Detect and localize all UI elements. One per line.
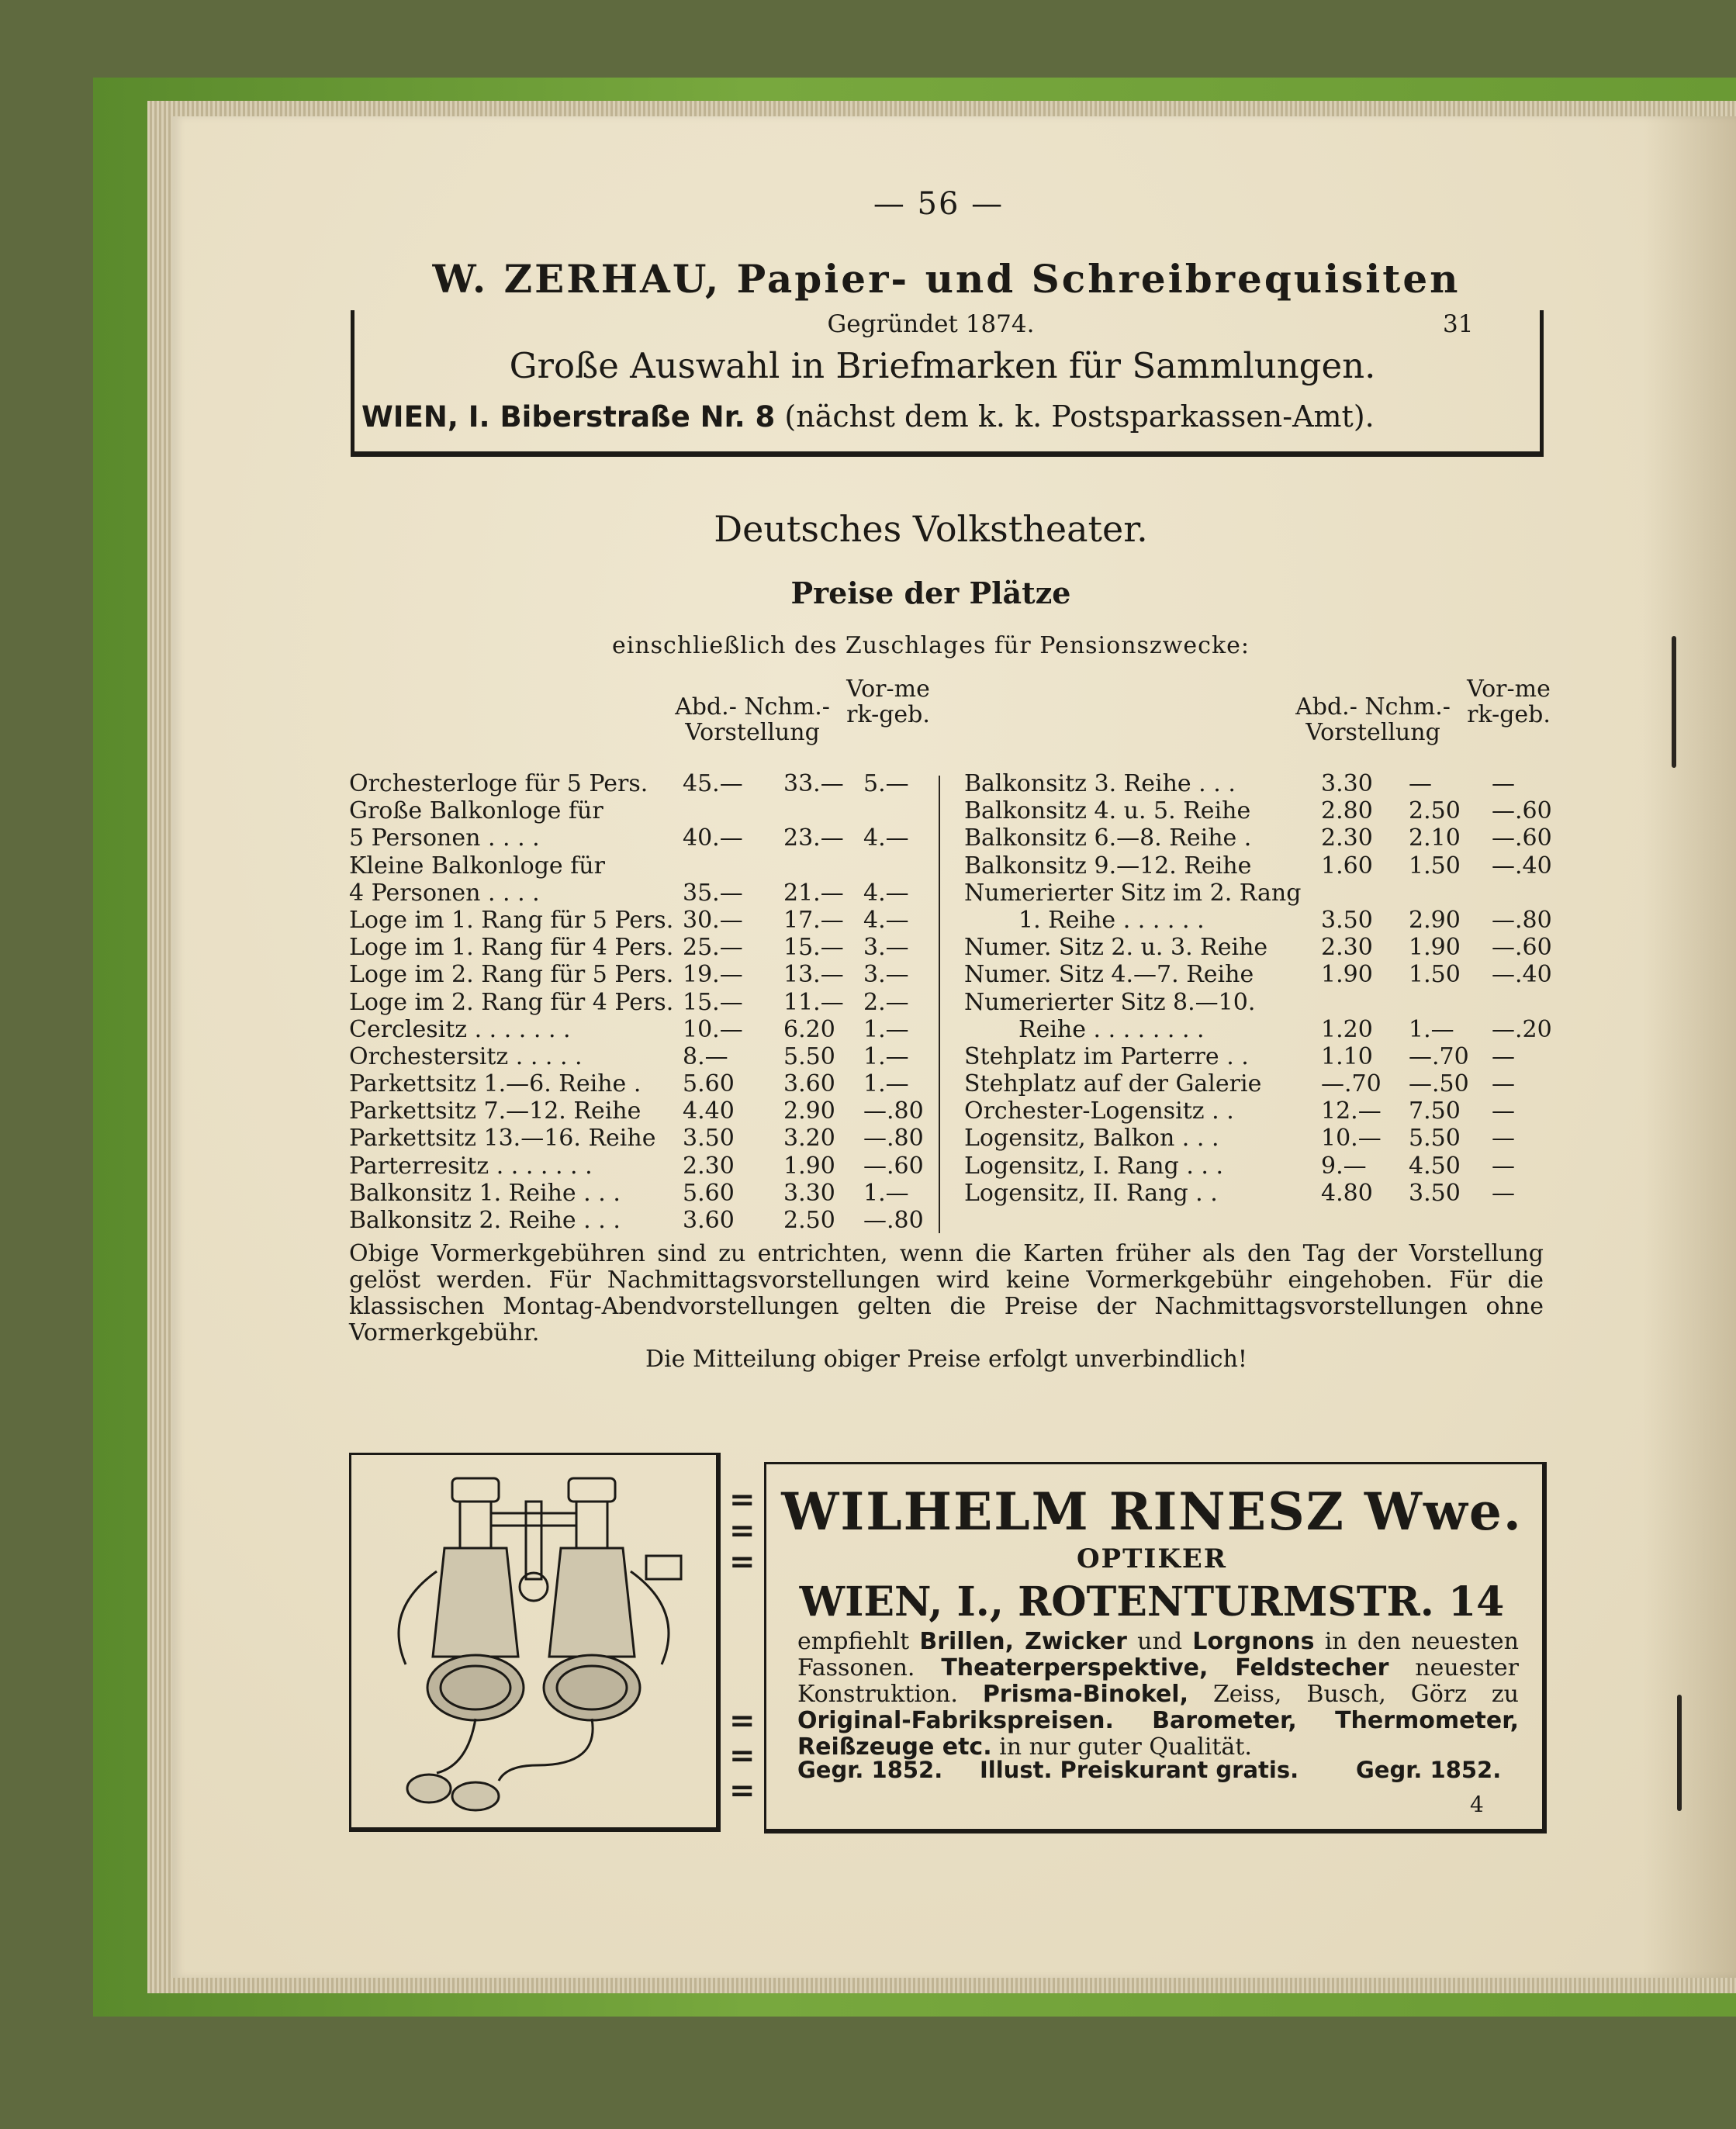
- price-row: [964, 770, 1546, 797]
- price-cell-abd: 1.20: [1321, 1015, 1373, 1043]
- price-cell-label: Parkettsitz 13.—16. Reihe: [349, 1125, 656, 1153]
- price-cell-nchm: 15.—: [783, 934, 844, 962]
- price-cell-abd: 1.10: [1321, 1042, 1373, 1070]
- right-header-vormerk: Vor-merk-geb.: [1467, 676, 1551, 728]
- prices-footnote: Obige Vormerkgebühren sind zu entrichten, wenn die Karten früher als den Tag der Vorstellung gelöst werden. Für Nachmittagsvorstellungen wird keine Vormerkgebühr eingehoben. Für die klassischen Montag-Abendvorstellungen gelten die Preise der Nachmittagsvorstellungen ohne Vormerkgebühr.: [349, 1240, 1544, 1346]
- price-cell-abd: 2.30: [1321, 824, 1373, 852]
- price-row: [964, 961, 1552, 989]
- price-cell-nchm: —.70: [1409, 1042, 1469, 1070]
- price-row: [964, 1153, 1546, 1180]
- price-cell-nchm: 1.50: [1409, 852, 1461, 880]
- price-row: [349, 1097, 923, 1125]
- price-cell-label: Reihe . . . . . . . .: [1018, 1015, 1205, 1043]
- price-row: [349, 934, 923, 961]
- price-cell-label: Logensitz, I. Rang . . .: [964, 1152, 1224, 1180]
- price-cell-vor: 1.—: [863, 1179, 909, 1207]
- price-cell-nchm: 2.90: [783, 1097, 835, 1125]
- rinesz-text-1: empfiehlt: [797, 1628, 910, 1655]
- price-cell-label: 5 Personen . . . .: [349, 824, 540, 852]
- price-cell-abd: 9.—: [1321, 1152, 1367, 1180]
- price-cell-vor: —.80: [863, 1125, 924, 1153]
- price-cell-vor: —.80: [863, 1097, 924, 1125]
- price-cell-abd: 2.30: [683, 1152, 735, 1180]
- price-cell-label: Balkonsitz 1. Reihe . . .: [349, 1179, 621, 1207]
- price-cell-nchm: 3.20: [783, 1125, 835, 1153]
- rinesz-bold-2: Lorgnons: [1192, 1628, 1315, 1655]
- price-cell-abd: 2.80: [1321, 797, 1373, 825]
- price-row: [964, 989, 1546, 1016]
- price-cell-abd: 2.30: [1321, 934, 1373, 962]
- price-cell-vor: 1.—: [863, 1070, 909, 1098]
- ornament-upper-1: =: [729, 1481, 756, 1518]
- ornament-upper-3: =: [729, 1543, 756, 1580]
- price-cell-label: Stehplatz im Parterre . .: [964, 1042, 1249, 1070]
- price-row: [964, 880, 1546, 907]
- price-cell-label: Loge im 2. Rang für 5 Pers.: [349, 961, 674, 989]
- price-row: [349, 880, 923, 907]
- price-table-right: [964, 770, 1552, 1207]
- price-row: [349, 1180, 923, 1207]
- rinesz-bold-5: Original-Fabrikspreisen. Barometer, Thermometer, Reißzeuge etc.: [797, 1707, 1519, 1761]
- price-row: [349, 797, 923, 824]
- price-cell-label: Große Balkonloge für: [349, 797, 603, 825]
- price-cell-label: Numerierter Sitz 8.—10.: [964, 988, 1256, 1016]
- price-cell-nchm: 13.—: [783, 961, 844, 989]
- price-cell-vor: —: [1492, 1125, 1515, 1153]
- zerhau-slogan: Große Auswahl in Briefmarken für Sammlungen.: [509, 345, 1376, 386]
- price-row: [964, 934, 1552, 962]
- price-cell-vor: —.20: [1492, 1015, 1552, 1043]
- price-cell-nchm: 7.50: [1409, 1097, 1461, 1125]
- rinesz-bold-4: Prisma-Binokel,: [982, 1681, 1188, 1708]
- theatre-title: Deutsches Volkstheater.: [714, 508, 1148, 550]
- price-cell-vor: —.80: [863, 1207, 924, 1234]
- price-cell-nchm: 2.90: [1409, 906, 1461, 934]
- price-cell-abd: 10.—: [1321, 1125, 1382, 1153]
- price-cell-label: Numerierter Sitz im 2. Rang: [964, 879, 1302, 907]
- price-cell-label: Orchestersitz . . . . .: [349, 1042, 583, 1070]
- rinesz-text-6: in nur guter Qualität.: [999, 1733, 1252, 1761]
- price-cell-abd: 30.—: [683, 906, 743, 934]
- price-cell-nchm: 2.50: [1409, 797, 1461, 825]
- price-cell-label: Kleine Balkonloge für: [349, 852, 605, 880]
- price-row: [349, 907, 923, 934]
- rinesz-catalog: Illust. Preiskurant gratis.: [980, 1757, 1299, 1783]
- rinesz-ad-code: 4: [1470, 1792, 1484, 1817]
- price-cell-label: 4 Personen . . . .: [349, 879, 540, 907]
- price-cell-nchm: 23.—: [783, 824, 844, 852]
- price-row: [964, 906, 1552, 934]
- rinesz-address: WIEN, I., ROTENTURMSTR. 14: [799, 1578, 1505, 1626]
- price-cell-label: Numer. Sitz 2. u. 3. Reihe: [964, 934, 1268, 962]
- price-cell-vor: 4.—: [863, 879, 909, 907]
- price-row: [964, 1043, 1546, 1070]
- price-cell-nchm: 3.30: [783, 1179, 835, 1207]
- price-row: [349, 770, 923, 797]
- ornament-upper-2: =: [729, 1512, 756, 1549]
- rinesz-founded-left: Gegr. 1852.: [797, 1757, 943, 1783]
- price-cell-abd: 10.—: [683, 1015, 743, 1043]
- rinesz-text-2: und: [1137, 1628, 1183, 1655]
- price-cell-abd: 35.—: [683, 879, 743, 907]
- right-header-vorstellung: Vorstellung: [1305, 719, 1440, 746]
- page-number: — 56 —: [873, 186, 1005, 222]
- price-cell-nchm: 5.50: [783, 1042, 835, 1070]
- price-cell-vor: —.40: [1492, 961, 1552, 989]
- left-header-vormerk: Vor-merk-geb.: [846, 676, 930, 728]
- price-cell-label: Balkonsitz 2. Reihe . . .: [349, 1207, 621, 1234]
- price-cell-vor: 3.—: [863, 961, 909, 989]
- binoculars-icon: [351, 1455, 711, 1820]
- binoculars-illustration-box: [349, 1453, 721, 1832]
- price-row: [349, 1070, 923, 1097]
- price-cell-label: Stehplatz auf der Galerie: [964, 1070, 1262, 1098]
- page-shadow: [1643, 116, 1736, 1978]
- price-cell-vor: —: [1492, 1070, 1515, 1098]
- binding-mark-upper: [1672, 636, 1676, 768]
- binding-mark-lower: [1677, 1695, 1682, 1811]
- price-cell-vor: 5.—: [863, 770, 909, 797]
- price-cell-nchm: 3.60: [783, 1070, 835, 1098]
- price-cell-abd: 45.—: [683, 770, 743, 797]
- rinesz-text-4: neuester Konstruktion.: [797, 1654, 1519, 1708]
- price-cell-label: Cerclesitz . . . . . . .: [349, 1015, 571, 1043]
- price-cell-nchm: 11.—: [783, 988, 844, 1016]
- price-cell-vor: —: [1492, 1042, 1515, 1070]
- rinesz-bold-3: Theaterperspektive, Feldstecher: [941, 1654, 1389, 1681]
- price-cell-label: Logensitz, II. Rang . .: [964, 1179, 1218, 1207]
- price-row: [964, 1097, 1546, 1125]
- price-cell-abd: 3.60: [683, 1207, 735, 1234]
- price-table-left: [349, 770, 923, 1234]
- price-cell-label: Loge im 1. Rang für 5 Pers.: [349, 906, 674, 934]
- price-cell-label: Balkonsitz 6.—8. Reihe .: [964, 824, 1252, 852]
- right-header-abd-nchm: Abd.- Nchm.-: [1295, 693, 1451, 721]
- price-cell-label: Parkettsitz 7.—12. Reihe: [349, 1097, 641, 1125]
- price-cell-label: Numer. Sitz 4.—7. Reihe: [964, 961, 1254, 989]
- price-cell-nchm: 1.—: [1409, 1015, 1454, 1043]
- price-cell-nchm: 5.50: [1409, 1125, 1461, 1153]
- price-cell-vor: —.60: [1492, 797, 1552, 825]
- price-cell-nchm: 1.90: [783, 1152, 835, 1180]
- price-cell-abd: 3.30: [1321, 770, 1373, 797]
- price-cell-nchm: 1.50: [1409, 961, 1461, 989]
- price-cell-nchm: 2.10: [1409, 824, 1461, 852]
- column-divider: [939, 776, 940, 1233]
- rinesz-name: WILHELM RINESZ Wwe.: [781, 1481, 1523, 1542]
- price-cell-vor: 3.—: [863, 934, 909, 962]
- price-row: [349, 1043, 923, 1070]
- prices-subtitle: einschließlich des Zuschlages für Pensionszwecke:: [611, 632, 1250, 659]
- ornament-lower-3: =: [729, 1772, 756, 1809]
- price-cell-nchm: —.50: [1409, 1070, 1469, 1098]
- price-row: [964, 1180, 1546, 1207]
- price-cell-vor: —: [1492, 1152, 1515, 1180]
- price-cell-abd: 12.—: [1321, 1097, 1382, 1125]
- zerhau-address: [361, 399, 1525, 434]
- price-cell-vor: —.80: [1492, 906, 1552, 934]
- prices-disclaimer: Die Mitteilung obiger Preise erfolgt unverbindlich!: [645, 1346, 1247, 1373]
- price-cell-nchm: 1.90: [1409, 934, 1461, 962]
- rinesz-text-5: Zeiss, Busch, Görz zu: [1212, 1681, 1519, 1708]
- price-cell-abd: 4.80: [1321, 1179, 1373, 1207]
- price-cell-nchm: 2.50: [783, 1207, 835, 1234]
- price-cell-vor: —.40: [1492, 852, 1552, 880]
- price-cell-vor: —.60: [863, 1152, 924, 1180]
- price-cell-abd: 4.40: [683, 1097, 735, 1125]
- price-cell-vor: 1.—: [863, 1042, 909, 1070]
- price-row: [349, 1153, 923, 1180]
- price-cell-abd: 1.60: [1321, 852, 1373, 880]
- left-header-abd-nchm: Abd.- Nchm.-: [675, 693, 830, 721]
- price-row: [964, 1070, 1546, 1097]
- price-row: [964, 1125, 1546, 1152]
- rinesz-role: OPTIKER: [1076, 1543, 1228, 1574]
- price-cell-label: Orchesterloge für 5 Pers.: [349, 770, 648, 797]
- price-cell-abd: 1.90: [1321, 961, 1373, 989]
- price-cell-label: Balkonsitz 4. u. 5. Reihe: [964, 797, 1251, 825]
- price-cell-abd: 3.50: [1321, 906, 1373, 934]
- price-cell-abd: 19.—: [683, 961, 743, 989]
- price-cell-vor: —.60: [1492, 934, 1552, 962]
- rinesz-founded-right: Gegr. 1852.: [1356, 1757, 1502, 1783]
- price-cell-vor: 1.—: [863, 1015, 909, 1043]
- price-cell-vor: —.60: [1492, 824, 1552, 852]
- price-cell-nchm: 3.50: [1409, 1179, 1461, 1207]
- price-cell-nchm: 17.—: [783, 906, 844, 934]
- price-row: [349, 824, 923, 852]
- price-cell-abd: 5.60: [683, 1179, 735, 1207]
- zerhau-address-rest: (nächst dem k. k. Postsparkassen-Amt).: [784, 399, 1375, 434]
- price-cell-vor: 2.—: [863, 988, 909, 1016]
- price-cell-label: Orchester-Logensitz . .: [964, 1097, 1234, 1125]
- price-cell-nchm: 4.50: [1409, 1152, 1461, 1180]
- price-cell-vor: 4.—: [863, 906, 909, 934]
- price-cell-vor: 4.—: [863, 824, 909, 852]
- ornament-lower-2: =: [729, 1737, 756, 1774]
- price-row: [349, 961, 923, 988]
- price-row: [349, 1016, 923, 1043]
- zerhau-founded: Gegründet 1874.: [827, 310, 1035, 338]
- price-cell-nchm: 6.20: [783, 1015, 835, 1043]
- price-cell-label: 1. Reihe . . . . . .: [1018, 906, 1205, 934]
- left-header-vorstellung: Vorstellung: [685, 719, 820, 746]
- price-cell-nchm: —: [1409, 770, 1432, 797]
- price-cell-label: Balkonsitz 9.—12. Reihe: [964, 852, 1252, 880]
- price-cell-label: Parterresitz . . . . . . .: [349, 1152, 593, 1180]
- price-cell-vor: —: [1492, 1179, 1515, 1207]
- rinesz-description: [797, 1629, 1519, 1761]
- price-row: [964, 852, 1552, 880]
- zerhau-ad-code: 31: [1443, 310, 1474, 338]
- price-row: [349, 989, 923, 1016]
- price-cell-abd: 15.—: [683, 988, 743, 1016]
- price-cell-abd: 3.50: [683, 1125, 735, 1153]
- price-cell-abd: 40.—: [683, 824, 743, 852]
- price-row: [349, 1125, 923, 1152]
- ornament-lower-1: =: [729, 1702, 756, 1739]
- price-row: [349, 852, 923, 880]
- price-cell-label: Loge im 2. Rang für 4 Pers.: [349, 988, 674, 1016]
- rinesz-bold-1: Brillen, Zwicker: [919, 1628, 1127, 1655]
- price-cell-label: Logensitz, Balkon . . .: [964, 1125, 1219, 1153]
- rinesz-text-3: in den neuesten Fassonen.: [797, 1628, 1519, 1681]
- prices-title: Preise der Plätze: [790, 575, 1071, 610]
- price-row: [349, 1207, 923, 1234]
- price-cell-label: Parkettsitz 1.—6. Reihe .: [349, 1070, 641, 1098]
- price-cell-abd: 8.—: [683, 1042, 728, 1070]
- price-cell-abd: —.70: [1321, 1070, 1382, 1098]
- price-cell-nchm: 33.—: [783, 770, 844, 797]
- zerhau-address-bold: WIEN, I. Biberstraße Nr. 8: [361, 400, 776, 434]
- price-cell-vor: —: [1492, 770, 1515, 797]
- price-cell-nchm: 21.—: [783, 879, 844, 907]
- price-cell-abd: 25.—: [683, 934, 743, 962]
- price-row: [964, 824, 1552, 852]
- price-cell-vor: —: [1492, 1097, 1515, 1125]
- price-cell-label: Loge im 1. Rang für 4 Pers.: [349, 934, 674, 962]
- price-cell-abd: 5.60: [683, 1070, 735, 1098]
- zerhau-ad-title: W. ZERHAU, Papier- und Schreibrequisiten: [432, 256, 1461, 302]
- price-row: [964, 1015, 1552, 1043]
- price-row: [964, 797, 1552, 825]
- price-cell-label: Balkonsitz 3. Reihe . . .: [964, 770, 1236, 797]
